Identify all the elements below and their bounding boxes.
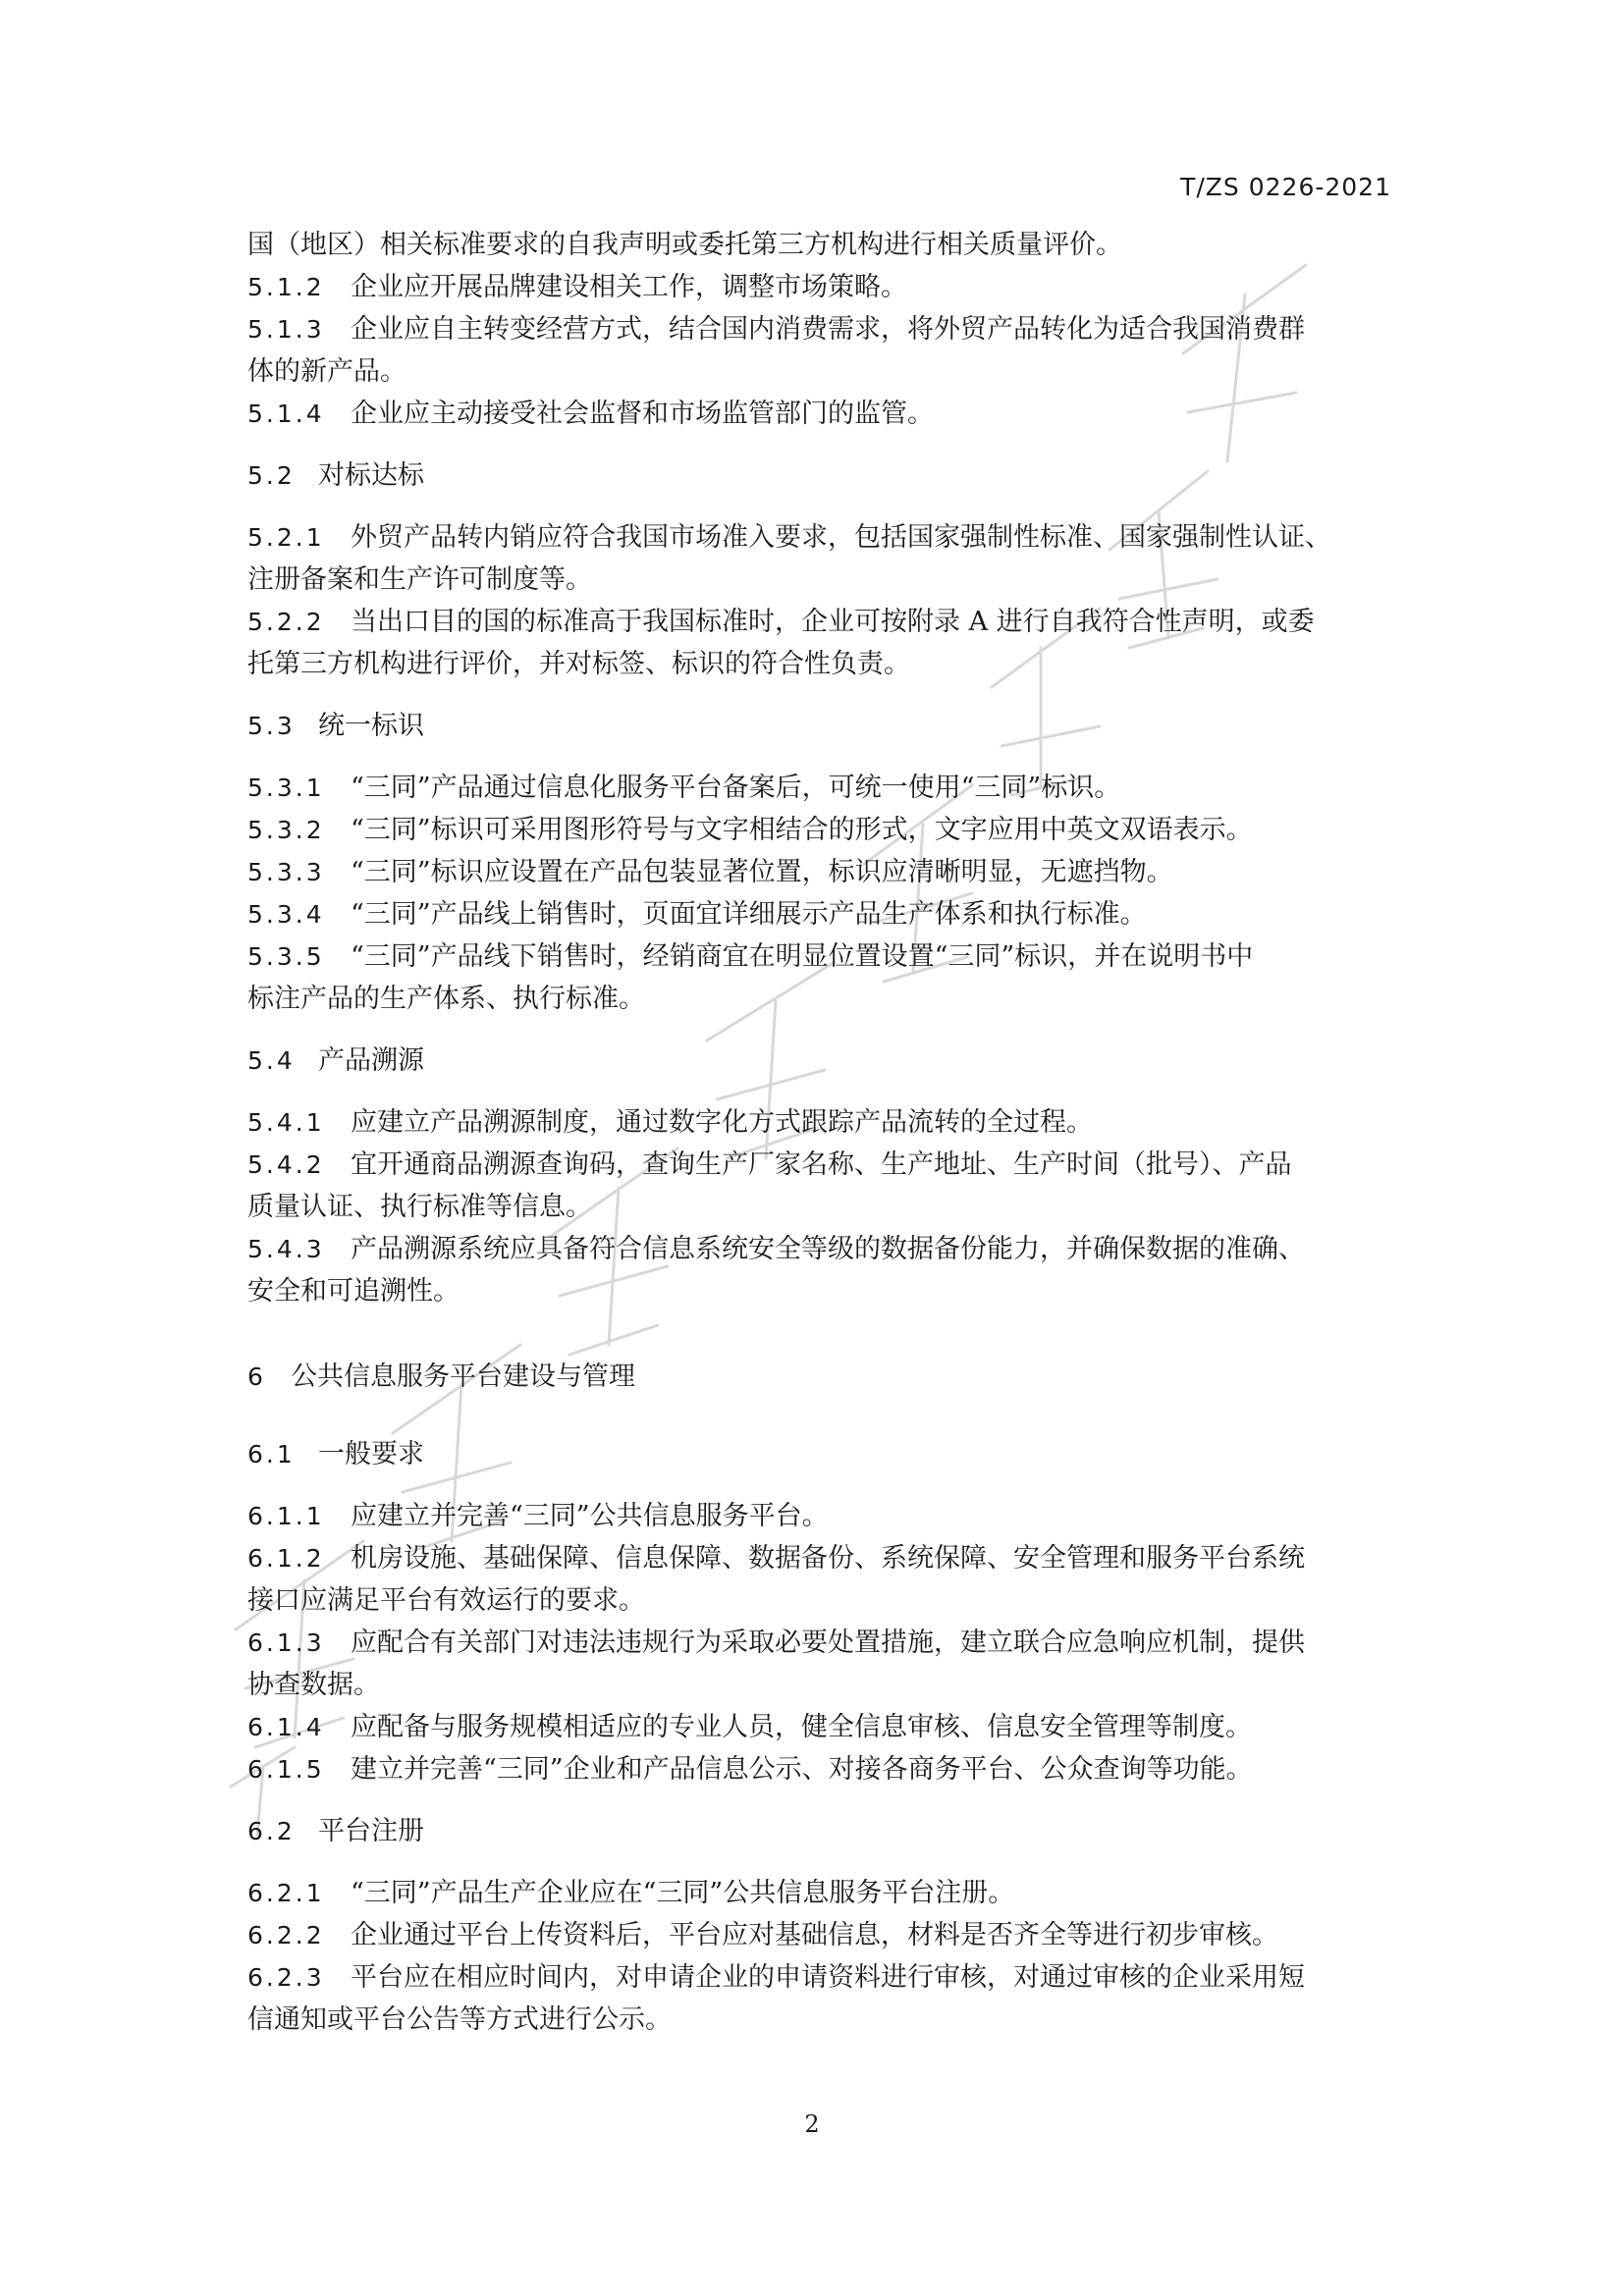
clause-text: 企业应主动接受社会监督和市场监管部门的监管。	[351, 399, 934, 429]
clause-line	[247, 1706, 1386, 1748]
clause-line	[247, 1228, 1386, 1270]
clause-text: “三同”标识可采用图形符号与文字相结合的形式，文字应用中英文双语表示。	[351, 815, 1253, 845]
chapter-number: 6	[247, 1362, 263, 1391]
section-title: 产品溯源	[318, 1045, 424, 1076]
continuation-line: 协查数据。	[247, 1670, 380, 1700]
continuation-line: 标注产品的生产体系、执行标准。	[247, 984, 645, 1014]
clause-line	[247, 851, 1386, 893]
clause-text: “三同”标识应设置在产品包装显著位置，标识应清晰明显，无遮挡物。	[351, 857, 1173, 887]
clause-number: 5.2.1	[247, 523, 325, 552]
continuation-line: 安全和可追溯性。	[247, 1276, 460, 1307]
continuation-line: 接口应满足平台有效运行的要求。	[247, 1585, 645, 1616]
clause-text: “三同”产品线下销售时，经销商宜在明显位置设置“三同”标识，并在说明书中	[351, 941, 1254, 972]
clause-number: 6.2.3	[247, 1963, 325, 1992]
clause-number: 5.1.3	[247, 315, 325, 344]
clause-text: 产品溯源系统应具备符合信息系统安全等级的数据备份能力，并确保数据的准确、	[351, 1234, 1305, 1264]
chapter-heading	[247, 1356, 1386, 1398]
clause-line	[247, 601, 1386, 643]
clause-line	[247, 1956, 1386, 1999]
section-number: 6.2	[247, 1817, 296, 1845]
clause-number: 5.1.2	[247, 273, 325, 301]
document-body	[247, 224, 1386, 2041]
clause-number: 5.3.5	[247, 942, 325, 971]
clause-number: 5.3.4	[247, 900, 325, 929]
chapter-title: 公共信息服务平台建设与管理	[291, 1362, 635, 1392]
clause-text: “三同”产品通过信息化服务平台备案后，可统一使用“三同”标识。	[351, 773, 1121, 803]
clause-text: 建立并完善“三同”企业和产品信息公示、对接各商务平台、公众查询等功能。	[351, 1754, 1253, 1785]
clause-number: 6.1.3	[247, 1629, 325, 1657]
continuation-line: 体的新产品。	[247, 356, 406, 387]
clause-text: 企业通过平台上传资料后，平台应对基础信息，材料是否齐全等进行初步审核。	[351, 1920, 1278, 1950]
section-number: 5.2	[247, 461, 296, 490]
section-title: 对标达标	[318, 460, 424, 491]
clause-line	[247, 266, 1386, 308]
section-heading	[247, 1040, 1386, 1082]
clause-number: 5.3.2	[247, 816, 325, 844]
section-title: 平台注册	[318, 1816, 424, 1846]
clause-text: 应配备与服务规模相适应的专业人员，健全信息审核、信息安全管理等制度。	[351, 1712, 1252, 1742]
clause-text: 应配合有关部门对违法违规行为采取必要处置措施，建立联合应急响应机制，提供	[351, 1628, 1305, 1658]
section-title: 统一标识	[318, 711, 424, 741]
section-number: 5.4	[247, 1046, 296, 1075]
clause-number: 5.1.4	[247, 400, 325, 428]
clause-number: 6.1.2	[247, 1544, 325, 1573]
clause-line	[247, 1748, 1386, 1790]
clause-number: 5.3.3	[247, 858, 325, 886]
clause-number: 5.4.2	[247, 1150, 325, 1179]
clause-number: 6.1.1	[247, 1502, 325, 1530]
clause-number: 6.1.4	[247, 1713, 325, 1741]
clause-line	[247, 393, 1386, 435]
clause-text: 当出口目的国的标准高于我国标准时，企业可按附录 A 进行自我符合性声明，或委	[351, 607, 1315, 637]
clause-line	[247, 1872, 1386, 1914]
clause-line	[247, 516, 1386, 559]
continuation-line: 注册备案和生产许可制度等。	[247, 564, 592, 595]
clause-line	[247, 1495, 1386, 1537]
continuation-line: 托第三方机构进行评价，并对标签、标识的符合性负责。	[247, 649, 910, 679]
clause-number: 5.2.2	[247, 608, 325, 636]
clause-text: 平台应在相应时间内，对申请企业的申请资料进行审核，对通过审核的企业采用短	[351, 1962, 1305, 1993]
section-heading	[247, 705, 1386, 747]
clause-text: 企业应自主转变经营方式，结合国内消费需求，将外贸产品转化为适合我国消费群	[351, 314, 1305, 345]
clause-line	[247, 1144, 1386, 1186]
clause-text: 企业应开展品牌建设相关工作，调整市场策略。	[351, 272, 907, 302]
clause-line	[247, 893, 1386, 935]
clause-line	[247, 1622, 1386, 1664]
clause-text: “三同”产品线上销售时，页面宜详细展示产品生产体系和执行标准。	[351, 899, 1147, 930]
section-number: 5.3	[247, 712, 296, 740]
clause-text: 应建立产品溯源制度，通过数字化方式跟踪产品流转的全过程。	[351, 1107, 1093, 1138]
section-number: 6.1	[247, 1440, 296, 1468]
clause-text: 机房设施、基础保障、信息保障、数据备份、系统保障、安全管理和服务平台系统	[351, 1543, 1305, 1574]
continuation-line: 质量认证、执行标准等信息。	[247, 1192, 592, 1222]
clause-text: 宜开通商品溯源查询码，查询生产厂家名称、生产地址、生产时间（批号）、产品	[351, 1149, 1292, 1180]
clause-number: 5.4.3	[247, 1235, 325, 1263]
clause-line	[247, 1537, 1386, 1579]
clause-line	[247, 1101, 1386, 1144]
page-number: 2	[804, 2110, 820, 2138]
clause-number: 5.3.1	[247, 774, 325, 802]
clause-text: 应建立并完善“三同”公共信息服务平台。	[351, 1501, 829, 1531]
section-heading	[247, 454, 1386, 497]
clause-line	[247, 935, 1386, 978]
section-title: 一般要求	[318, 1439, 424, 1469]
continuation-line: 信通知或平台公告等方式进行公示。	[247, 2004, 672, 2035]
clause-line	[247, 1914, 1386, 1956]
document-id: T/ZS 0226-2021	[1180, 173, 1391, 201]
clause-text: “三同”产品生产企业应在“三同”公共信息服务平台注册。	[351, 1878, 1015, 1908]
section-heading	[247, 1810, 1386, 1852]
clause-line	[247, 308, 1386, 350]
clause-number: 5.4.1	[247, 1108, 325, 1137]
continuation-line: 国（地区）相关标准要求的自我声明或委托第三方机构进行相关质量评价。	[247, 230, 1122, 260]
clause-number: 6.2.2	[247, 1921, 325, 1949]
clause-number: 6.2.1	[247, 1879, 325, 1907]
clause-text: 外贸产品转内销应符合我国市场准入要求，包括国家强制性标准、国家强制性认证、	[351, 522, 1331, 553]
clause-line	[247, 767, 1386, 809]
section-heading	[247, 1433, 1386, 1475]
clause-line	[247, 809, 1386, 851]
clause-number: 6.1.5	[247, 1755, 325, 1784]
